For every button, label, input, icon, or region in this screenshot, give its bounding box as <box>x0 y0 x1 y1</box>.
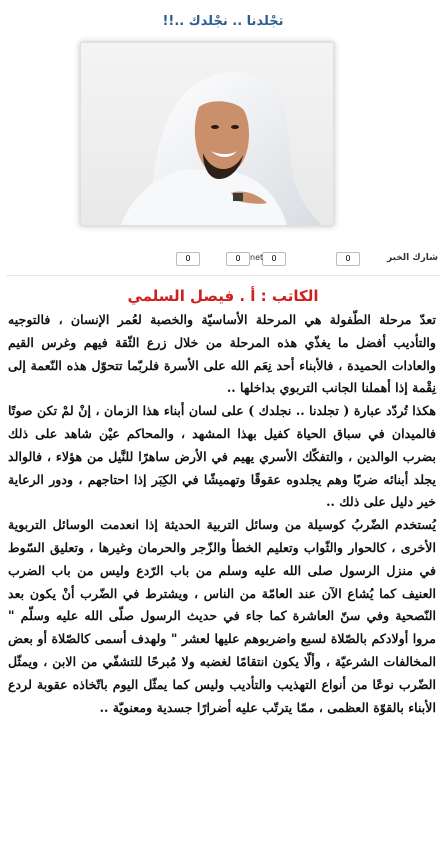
share-count-2[interactable]: 0 <box>262 252 286 266</box>
author-line: الكاتب : أ . فيصل السلمي <box>127 287 319 305</box>
divider <box>6 275 440 276</box>
paragraph-2: هكذا تُردّد عبارة ( تجلدنا .. نجلدك ) على لسان أبناء هذا الزمان ، إنْ لمْ تكن صوتًا فالميدان في سباق الحياة كفيل بهذا المشهد ، والمحاكم عيْن شاهد على ذلك بضرب الوالدين ، والتفكّك الأسري يهيم في الأرض ساهرًا للنَّيل من هؤلاء ، فالوالد يجلد أبنائه ضربًا وهم يجلدوه عقوقًا وتهميشًا في الكِبَر إذا احتاجهم ، ودور الرعاية خير دليل على ذلك .. <box>8 403 436 510</box>
share-count-4[interactable]: 0 <box>176 252 200 266</box>
net-share-icon[interactable]: net <box>250 253 264 262</box>
author-photo <box>80 42 334 226</box>
author-portrait-icon <box>81 43 333 225</box>
article-body <box>8 309 436 719</box>
share-label: شارك الخبر <box>386 253 438 263</box>
share-bar <box>0 250 446 268</box>
paragraph-1: تعدّ مرحلة الطّفولة هي المرحلة الأساسيّة والخصبة لعُمر الإنسان ، فالتوجيه والتأديب أفضل ما يغذّي هذه المرحلة من خلال زرع الثّقة فيهم وغرس القيم والعادات الحميدة ، فالأبناء أحد نِعَم الله على الأسرة فلربّما تتحوّل هذه النّعمة إلى نِقْمة إذا أهملنا الجانب التربوي بداخلها .. <box>8 312 436 396</box>
share-count-1[interactable]: 0 <box>336 252 360 266</box>
paragraph-3: يُستخدم الضّربُ كوسيلة من وسائل التربية الحديثة إذا انعدمت الوسائل التربوية الأخرى ، كالحوار والثّواب وتعليم الخطأ والزّجر والحرمان وغيرها ، وتعليق السّوط في منزل الرسول صلى الله عليه وسلم من باب الرّدع وليس من باب الضرب العنيف كما يُشاع الآن عند العامّة من الناس ، ويشترط في الضّرب أنْ يكون بعد النّصحية وفي سنّ العاشرة كما جاء في حديث الرسول صلّى الله عليه وسلّم " مروا أولادكم بالصّلاة لسبع واضربوهم عليها لعشر " ولهدف أسمى كالصّلاة أو بعض المخالفات الشرعيّة ، وألّا يكون انتقامًا لغضبه ولا مُبرحًا للتشفّي من الابن ، ويمثّل الضّرب نوعًا من أنواع التهذيب والتأديب وليس كما يمثّل اليوم باتّخاذه عقوبة لردع الأبناء بالقوّة العظمى ، ممّا يترتّب عليه أضرارًا جسدية ومعنويّة .. <box>8 517 436 715</box>
share-count-3[interactable]: 0 <box>226 252 250 266</box>
article-title: تجْلدنا .. نجْلدك ..!! <box>162 14 284 29</box>
